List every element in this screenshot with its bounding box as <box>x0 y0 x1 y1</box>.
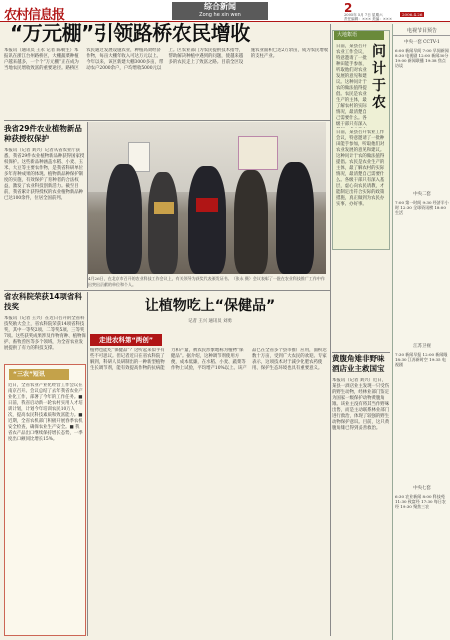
story2-body: 本报讯（记者 刘兴）记者从省农业厅获悉，我省29件农业植物新品种获得国家授权保护。这些新品种涵盖水稻、小麦、玉米、大豆等主要农作物，是我省科研单位多年育种成果的体现。植物新品种保护制度的实施，有效保护了育种者的合法权益，激发了农业科技创新活力。截至目前，我省累计获得授权的农业植物新品种已达100余件，位居全国前列。 <box>4 148 85 201</box>
editorial-title: 问计于农 <box>372 44 386 111</box>
editorial-label: 大地絮语 <box>334 31 384 40</box>
briefs-title: “三农”短讯 <box>9 369 69 380</box>
section-title-bar <box>172 2 268 20</box>
story4-headline: 让植物吃上“保健品” <box>144 298 276 314</box>
channel-heading: 中央七套 <box>413 486 431 491</box>
editorial-body: 日前，某县召开农业工作会议，特意邀请了一批种田能手参加，听取他们对农业发展的意见和建议。这种问计于农的做法值得提倡。农民是农业生产的主体，最了解农村的实际情况，最清楚自己需要什么。各级干部只有深入 <box>336 44 367 127</box>
story2-headline: 我省29件农业植物新品种获授权保护 <box>4 124 82 143</box>
channel-heading: 中央一套 CCTV-1 <box>404 40 440 45</box>
news-photo <box>88 122 326 274</box>
lead-headline: “万元棚”引领路桥农民增收 <box>10 21 250 45</box>
briefs-box <box>4 364 86 636</box>
briefs-body: 近日，全省农业产业化经营工作会议在南京召开。会议总结了去年我省农业产业化工作，部署了今年的工作任务。■ 日前，我省启动新一轮农村实用人才培训计划，计划今年培训农民10万人次，提高农民科技素质和致富能力。■ 近期，全省农机部门积极开展春季农机安全检查，确保农业生产安全。■ 我省农产品出口继续保持增长态势，一季度出口额同比增长15%。 <box>8 383 83 442</box>
date-tag: 2006.4.26 <box>402 12 423 17</box>
channel-heading: 中央二套 <box>413 192 431 197</box>
edition-meta <box>344 13 399 21</box>
person-figure <box>234 170 268 274</box>
channel-listing: 6:00 新闻早间 7:00 早间新闻 8:30 电视剧 12:00 新闻30分 19:00 新闻联播 19:38 焦点访谈 <box>395 48 449 68</box>
person-figure <box>276 162 314 274</box>
photo-caption: 4月26日，在北京市召开的农业科技工作会议上，有关领导为获奖代表颁发证书。（张永 摄）会议表彰了一批在农业科技推广工作中作出突出贡献的单位和个人。 <box>88 276 325 287</box>
editorial-body-cont: 日前，某县召开农业工作会议，特意邀请了一批种田能手参加，听取他们对农业发展的意见和建议。这种问计于农的做法值得提倡。农民是农业生产的主体，最了解农村的实际情况，最清楚自己需要什么。各级干部只有深入基层，虚心向农民请教，才能制定出符合实际的政策措施，真正做到为农民办实事、办好事。 <box>336 130 385 207</box>
divider <box>4 290 330 291</box>
meta-line: 2005年 5月 7日 星期六 <box>344 13 383 17</box>
channel-listing: 6:30 农业新闻 8:00 科技苑 11:30 致富经 17:30 每日农经 19:30 聚焦三农 <box>395 494 446 509</box>
channel-heading: 江苏卫视 <box>413 344 431 349</box>
tv-listings-title: 电视节目预告 <box>393 26 450 36</box>
story5-headline: 黄腹角雉非野味酒店业主救国宝 <box>332 354 385 373</box>
divider <box>87 292 88 636</box>
section-title-cn: 综合新闻 <box>204 2 236 11</box>
story5-body: 本报讯（记者 刘兴）近日，某县一酒店业主发现一只受伤的野生动物，经林业部门鉴定为国家一级保护动物黄腹角雉。该业主没有将其当作野味出售，而是主动联系林业部门进行救治，体现了较强的野生动物保护意识。目前，这只黄腹角雉已得到妥善救治。 <box>332 378 390 431</box>
person-figure <box>188 166 226 274</box>
person-figure <box>148 172 178 274</box>
channel-listing: 7:00 第一时间 9:30 经济半小时 12:30 全球资讯榜 18:00 生活 <box>395 200 449 215</box>
divider <box>4 120 330 121</box>
section-title-pinyin: Zong he xin wen <box>199 12 241 18</box>
story4-subhead-box: 走进农科第“两创” <box>90 334 162 346</box>
person-figure <box>106 164 142 274</box>
story3-body: 本报讯（记者 王兴）在近日召开的全省科技奖励大会上，省农科院荣获14项省科技奖，其中一等奖2项、二等奖5项、三等奖7项。这些获奖成果涉及作物育种、植物保护、畜牧兽医等多个领域，为全省农业发展提供了有力的科技支撑。 <box>4 316 86 351</box>
story3-headline: 省农科院荣获14项省科技奖 <box>4 292 82 311</box>
masthead <box>0 0 450 22</box>
story4-body: 植物也能吃“保健品”？这听起来似乎有些不可思议。但记者近日在省农科院了解到，科研人员研制出的一种新型植物生长调节剂，能有效提高作物的抗病能力和产量，被农民形象地称为植物“保健品”。据介绍，这种调节剂使用方便，成本低廉，在水稻、小麦、蔬菜等作物上试验，平均增产10%以上。该产品已在全省多个县市推广应用，面积达数十万亩，受到广大农民的欢迎。专家表示，这项技术对于减少化肥农药使用、保护生态环境也具有重要意义。 <box>90 348 327 371</box>
lead-body: 本报讯（通讯员 王永 记者 陈朝生）本报讯在浙江台州路桥区，大棚蔬菜种植户越来越多，一个个“万元棚”正在成为当地农民增收致富的重要途径。路桥区农民通过发展设施农业，种植高效经济作物，每亩大棚年收入可达万元以上。今年以来，该区新建大棚3000多亩，带动农户2000余户，户均增收5000元以上。区农业部门为农民提供技术指导，帮助解决种植中遇到的问题，使越来越多的农民走上了致富之路。目前全区设施农业面积已达2万余亩，成为农民增收的支柱产业。 <box>4 48 329 71</box>
meta-line: 责任编辑：××× 美编：××× <box>344 17 392 21</box>
newspaper-logo: 农村信息报 <box>4 8 65 23</box>
tv-listings-sidebar <box>392 24 450 640</box>
story4-byline: 记者 王兴 通讯员 刘勇 <box>188 319 232 324</box>
divider <box>332 352 390 353</box>
page-number: 2 <box>344 1 353 15</box>
divider <box>330 24 331 636</box>
channel-listing: 7:30 新闻早报 12:00 新闻眼 18:30 江苏新时空 19:35 电视剧 <box>395 352 448 367</box>
